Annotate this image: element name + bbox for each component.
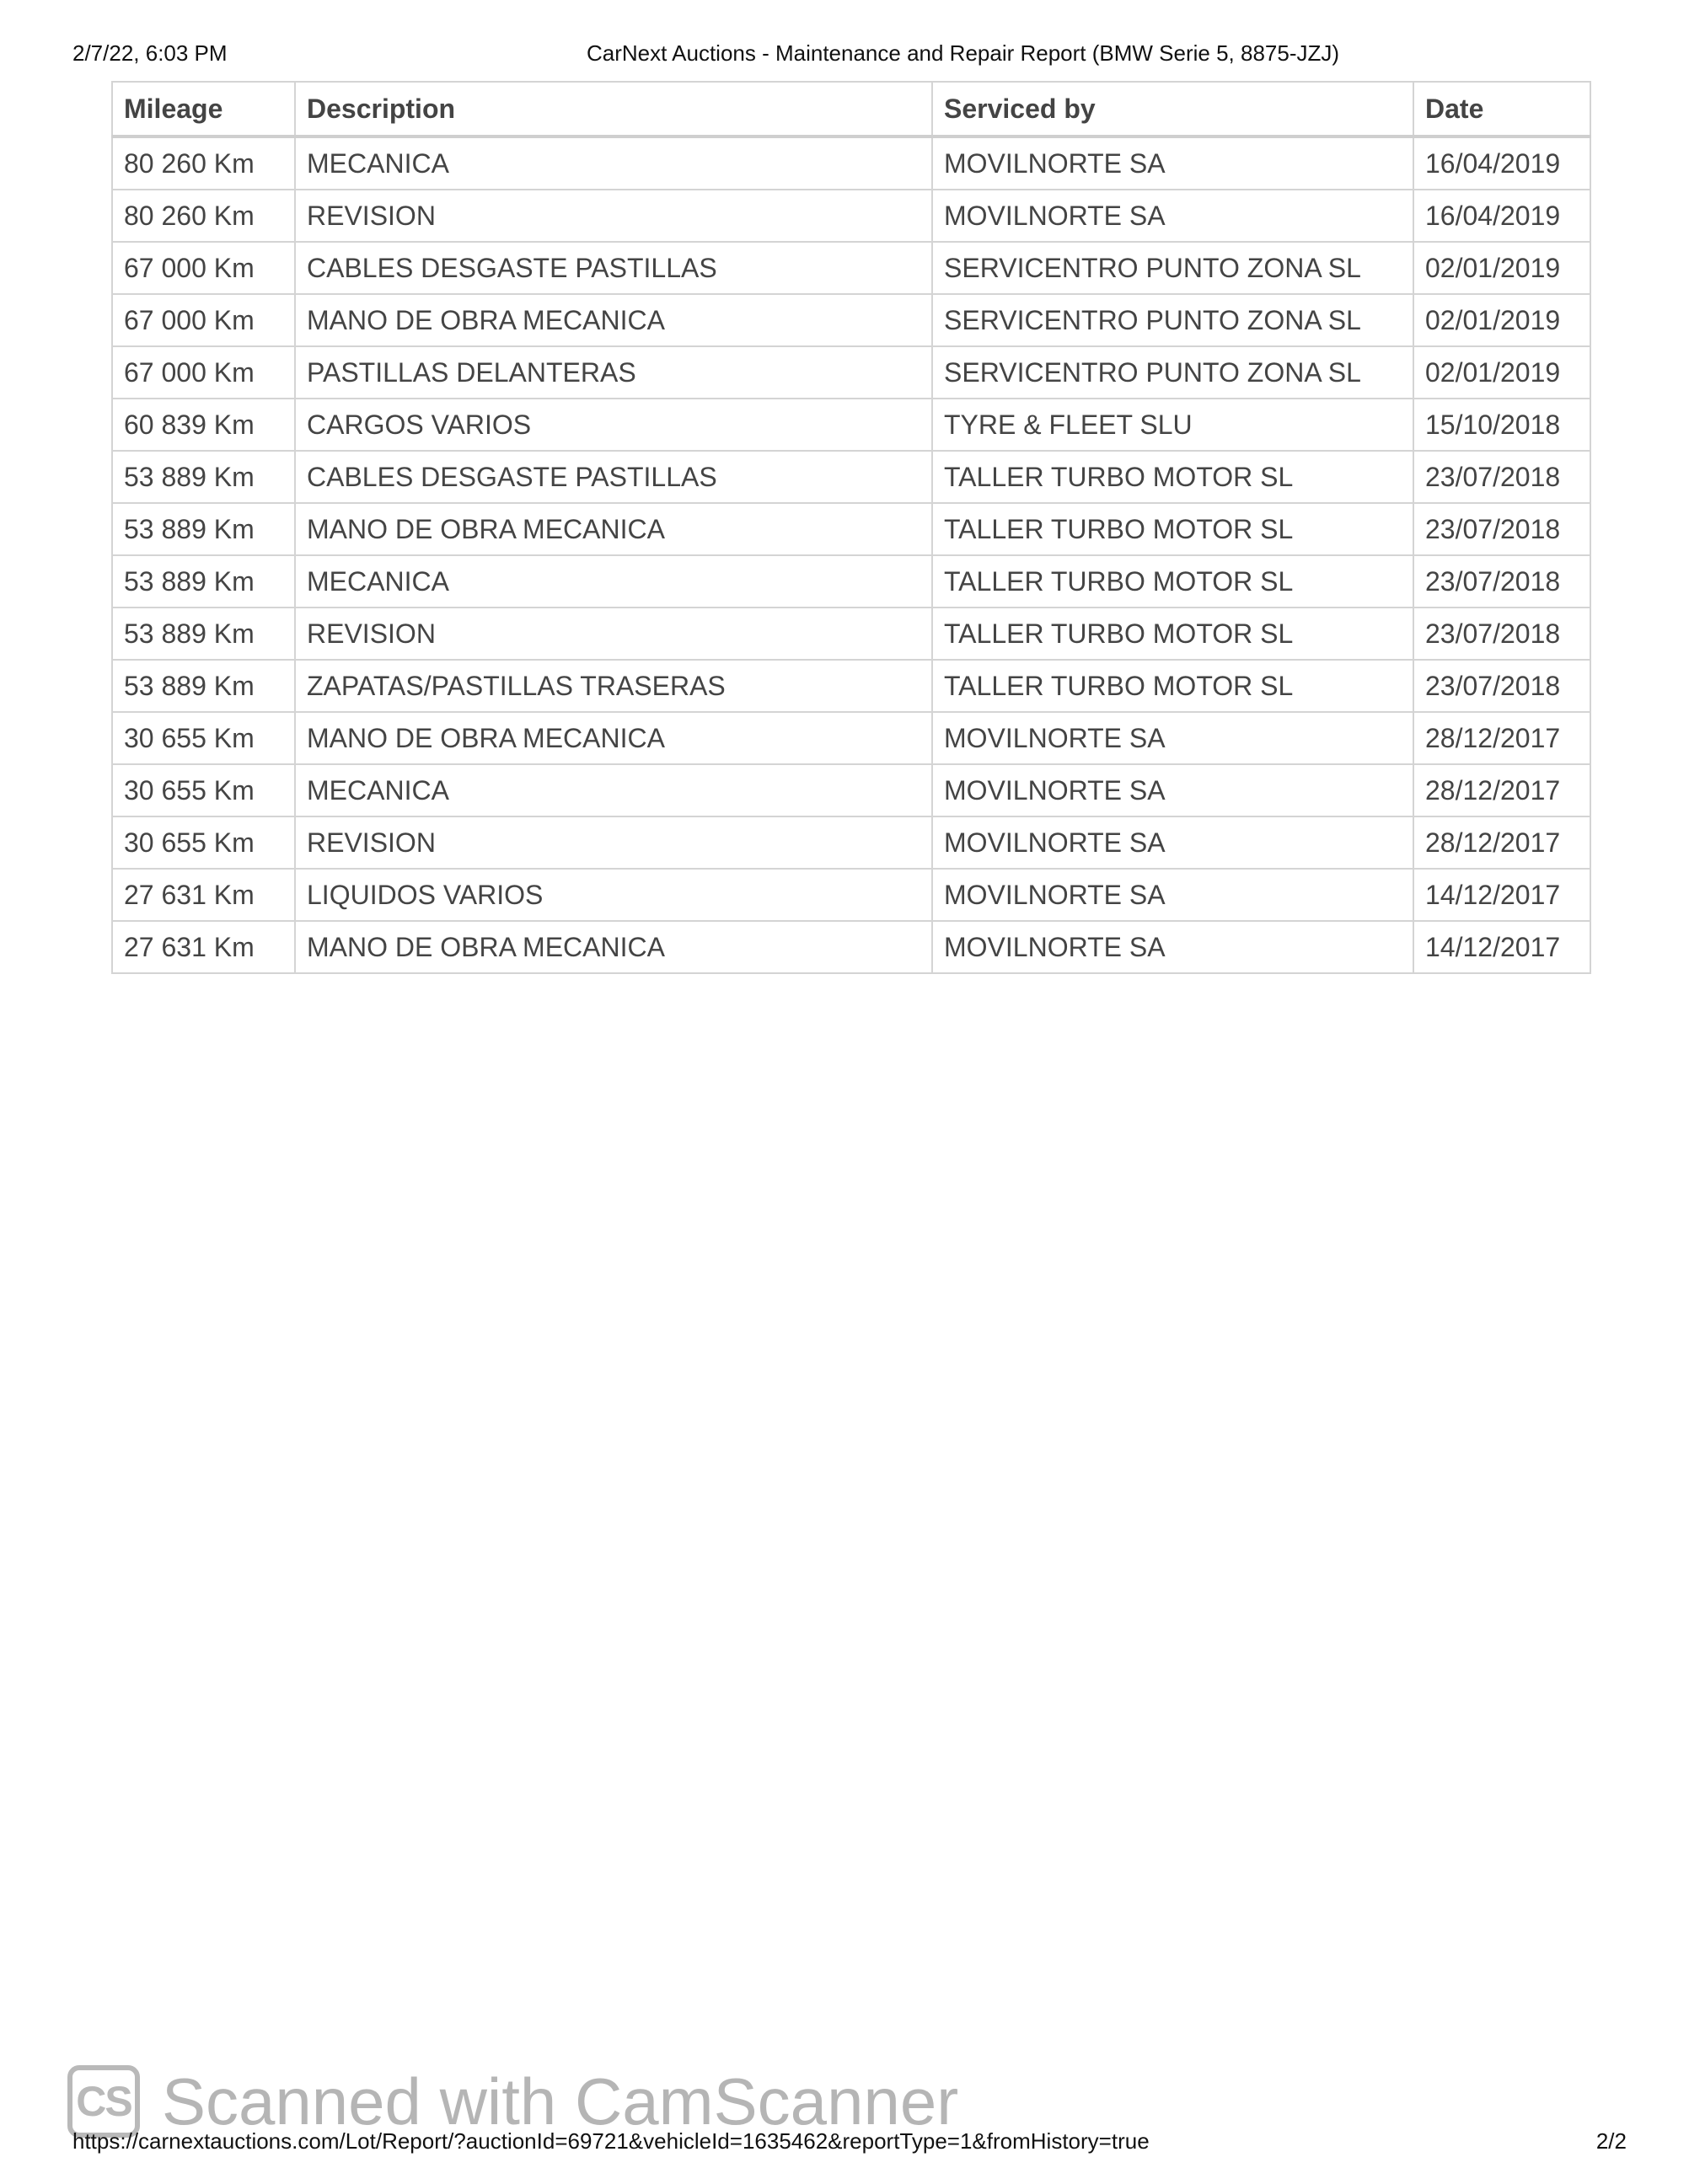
column-header: Description <box>295 82 932 136</box>
mileage-cell: 53 889 Km <box>112 608 295 660</box>
serviced-by-cell: MOVILNORTE SA <box>932 712 1413 764</box>
table-row <box>112 346 1590 399</box>
table-row <box>112 190 1590 242</box>
serviced-by-cell: TALLER TURBO MOTOR SL <box>932 451 1413 503</box>
date-cell: 28/12/2017 <box>1413 764 1590 816</box>
date-cell: 14/12/2017 <box>1413 869 1590 921</box>
camscanner-text: Scanned with CamScanner <box>162 2064 959 2138</box>
mileage-cell: 67 000 Km <box>112 242 295 294</box>
table-row <box>112 921 1590 973</box>
description-cell: LIQUIDOS VARIOS <box>295 869 932 921</box>
date-cell: 23/07/2018 <box>1413 608 1590 660</box>
date-cell: 02/01/2019 <box>1413 294 1590 346</box>
mileage-cell: 53 889 Km <box>112 660 295 712</box>
serviced-by-cell: TALLER TURBO MOTOR SL <box>932 608 1413 660</box>
table-row <box>112 555 1590 608</box>
mileage-cell: 53 889 Km <box>112 503 295 555</box>
camscanner-logo-icon: CS <box>67 2065 140 2138</box>
date-cell: 23/07/2018 <box>1413 451 1590 503</box>
mileage-cell: 27 631 Km <box>112 921 295 973</box>
column-header: Serviced by <box>932 82 1413 136</box>
table-row <box>112 608 1590 660</box>
table-row <box>112 136 1590 190</box>
mileage-cell: 53 889 Km <box>112 451 295 503</box>
print-datetime: 2/7/22, 6:03 PM <box>72 40 228 66</box>
description-cell: CARGOS VARIOS <box>295 399 932 451</box>
table-row <box>112 660 1590 712</box>
serviced-by-cell: MOVILNORTE SA <box>932 764 1413 816</box>
date-cell: 23/07/2018 <box>1413 555 1590 608</box>
table-row <box>112 399 1590 451</box>
date-cell: 15/10/2018 <box>1413 399 1590 451</box>
description-cell: MANO DE OBRA MECANICA <box>295 712 932 764</box>
mileage-cell: 80 260 Km <box>112 190 295 242</box>
description-cell: MECANICA <box>295 764 932 816</box>
table-row <box>112 242 1590 294</box>
description-cell: PASTILLAS DELANTERAS <box>295 346 932 399</box>
table-row <box>112 712 1590 764</box>
serviced-by-cell: MOVILNORTE SA <box>932 869 1413 921</box>
description-cell: MANO DE OBRA MECANICA <box>295 503 932 555</box>
serviced-by-cell: TALLER TURBO MOTOR SL <box>932 503 1413 555</box>
serviced-by-cell: SERVICENTRO PUNTO ZONA SL <box>932 294 1413 346</box>
mileage-cell: 27 631 Km <box>112 869 295 921</box>
description-cell: MECANICA <box>295 136 932 190</box>
column-header: Date <box>1413 82 1590 136</box>
column-header: Mileage <box>112 82 295 136</box>
mileage-cell: 67 000 Km <box>112 294 295 346</box>
date-cell: 14/12/2017 <box>1413 921 1590 973</box>
mileage-cell: 30 655 Km <box>112 816 295 869</box>
date-cell: 28/12/2017 <box>1413 712 1590 764</box>
date-cell: 02/01/2019 <box>1413 346 1590 399</box>
description-cell: MANO DE OBRA MECANICA <box>295 921 932 973</box>
table-row <box>112 294 1590 346</box>
date-cell: 23/07/2018 <box>1413 503 1590 555</box>
serviced-by-cell: MOVILNORTE SA <box>932 136 1413 190</box>
description-cell: CABLES DESGASTE PASTILLAS <box>295 242 932 294</box>
date-cell: 16/04/2019 <box>1413 190 1590 242</box>
serviced-by-cell: MOVILNORTE SA <box>932 190 1413 242</box>
description-cell: REVISION <box>295 608 932 660</box>
mileage-cell: 30 655 Km <box>112 764 295 816</box>
mileage-cell: 53 889 Km <box>112 555 295 608</box>
mileage-cell: 60 839 Km <box>112 399 295 451</box>
description-cell: CABLES DESGASTE PASTILLAS <box>295 451 932 503</box>
description-cell: REVISION <box>295 816 932 869</box>
serviced-by-cell: TALLER TURBO MOTOR SL <box>932 660 1413 712</box>
mileage-cell: 30 655 Km <box>112 712 295 764</box>
table-row <box>112 869 1590 921</box>
date-cell: 16/04/2019 <box>1413 136 1590 190</box>
description-cell: REVISION <box>295 190 932 242</box>
date-cell: 23/07/2018 <box>1413 660 1590 712</box>
maintenance-table <box>111 81 1591 974</box>
serviced-by-cell: MOVILNORTE SA <box>932 816 1413 869</box>
report-title: CarNext Auctions - Maintenance and Repair Report (BMW Serie 5, 8875-JZJ) <box>587 40 1340 66</box>
description-cell: ZAPATAS/PASTILLAS TRASERAS <box>295 660 932 712</box>
table-row <box>112 451 1590 503</box>
page-url: https://carnextauctions.com/Lot/Report/?auctionId=69721&vehicleId=1635462&reportType=1&fromHistory=true <box>72 2128 1150 2154</box>
serviced-by-cell: TALLER TURBO MOTOR SL <box>932 555 1413 608</box>
mileage-cell: 80 260 Km <box>112 136 295 190</box>
table-row <box>112 764 1590 816</box>
page-number: 2/2 <box>1595 2128 1627 2154</box>
table-header-row <box>112 82 1590 136</box>
description-cell: MECANICA <box>295 555 932 608</box>
serviced-by-cell: SERVICENTRO PUNTO ZONA SL <box>932 242 1413 294</box>
date-cell: 02/01/2019 <box>1413 242 1590 294</box>
date-cell: 28/12/2017 <box>1413 816 1590 869</box>
serviced-by-cell: TYRE & FLEET SLU <box>932 399 1413 451</box>
table-row <box>112 503 1590 555</box>
mileage-cell: 67 000 Km <box>112 346 295 399</box>
serviced-by-cell: SERVICENTRO PUNTO ZONA SL <box>932 346 1413 399</box>
serviced-by-cell: MOVILNORTE SA <box>932 921 1413 973</box>
table-body <box>112 136 1590 973</box>
table-row <box>112 816 1590 869</box>
description-cell: MANO DE OBRA MECANICA <box>295 294 932 346</box>
